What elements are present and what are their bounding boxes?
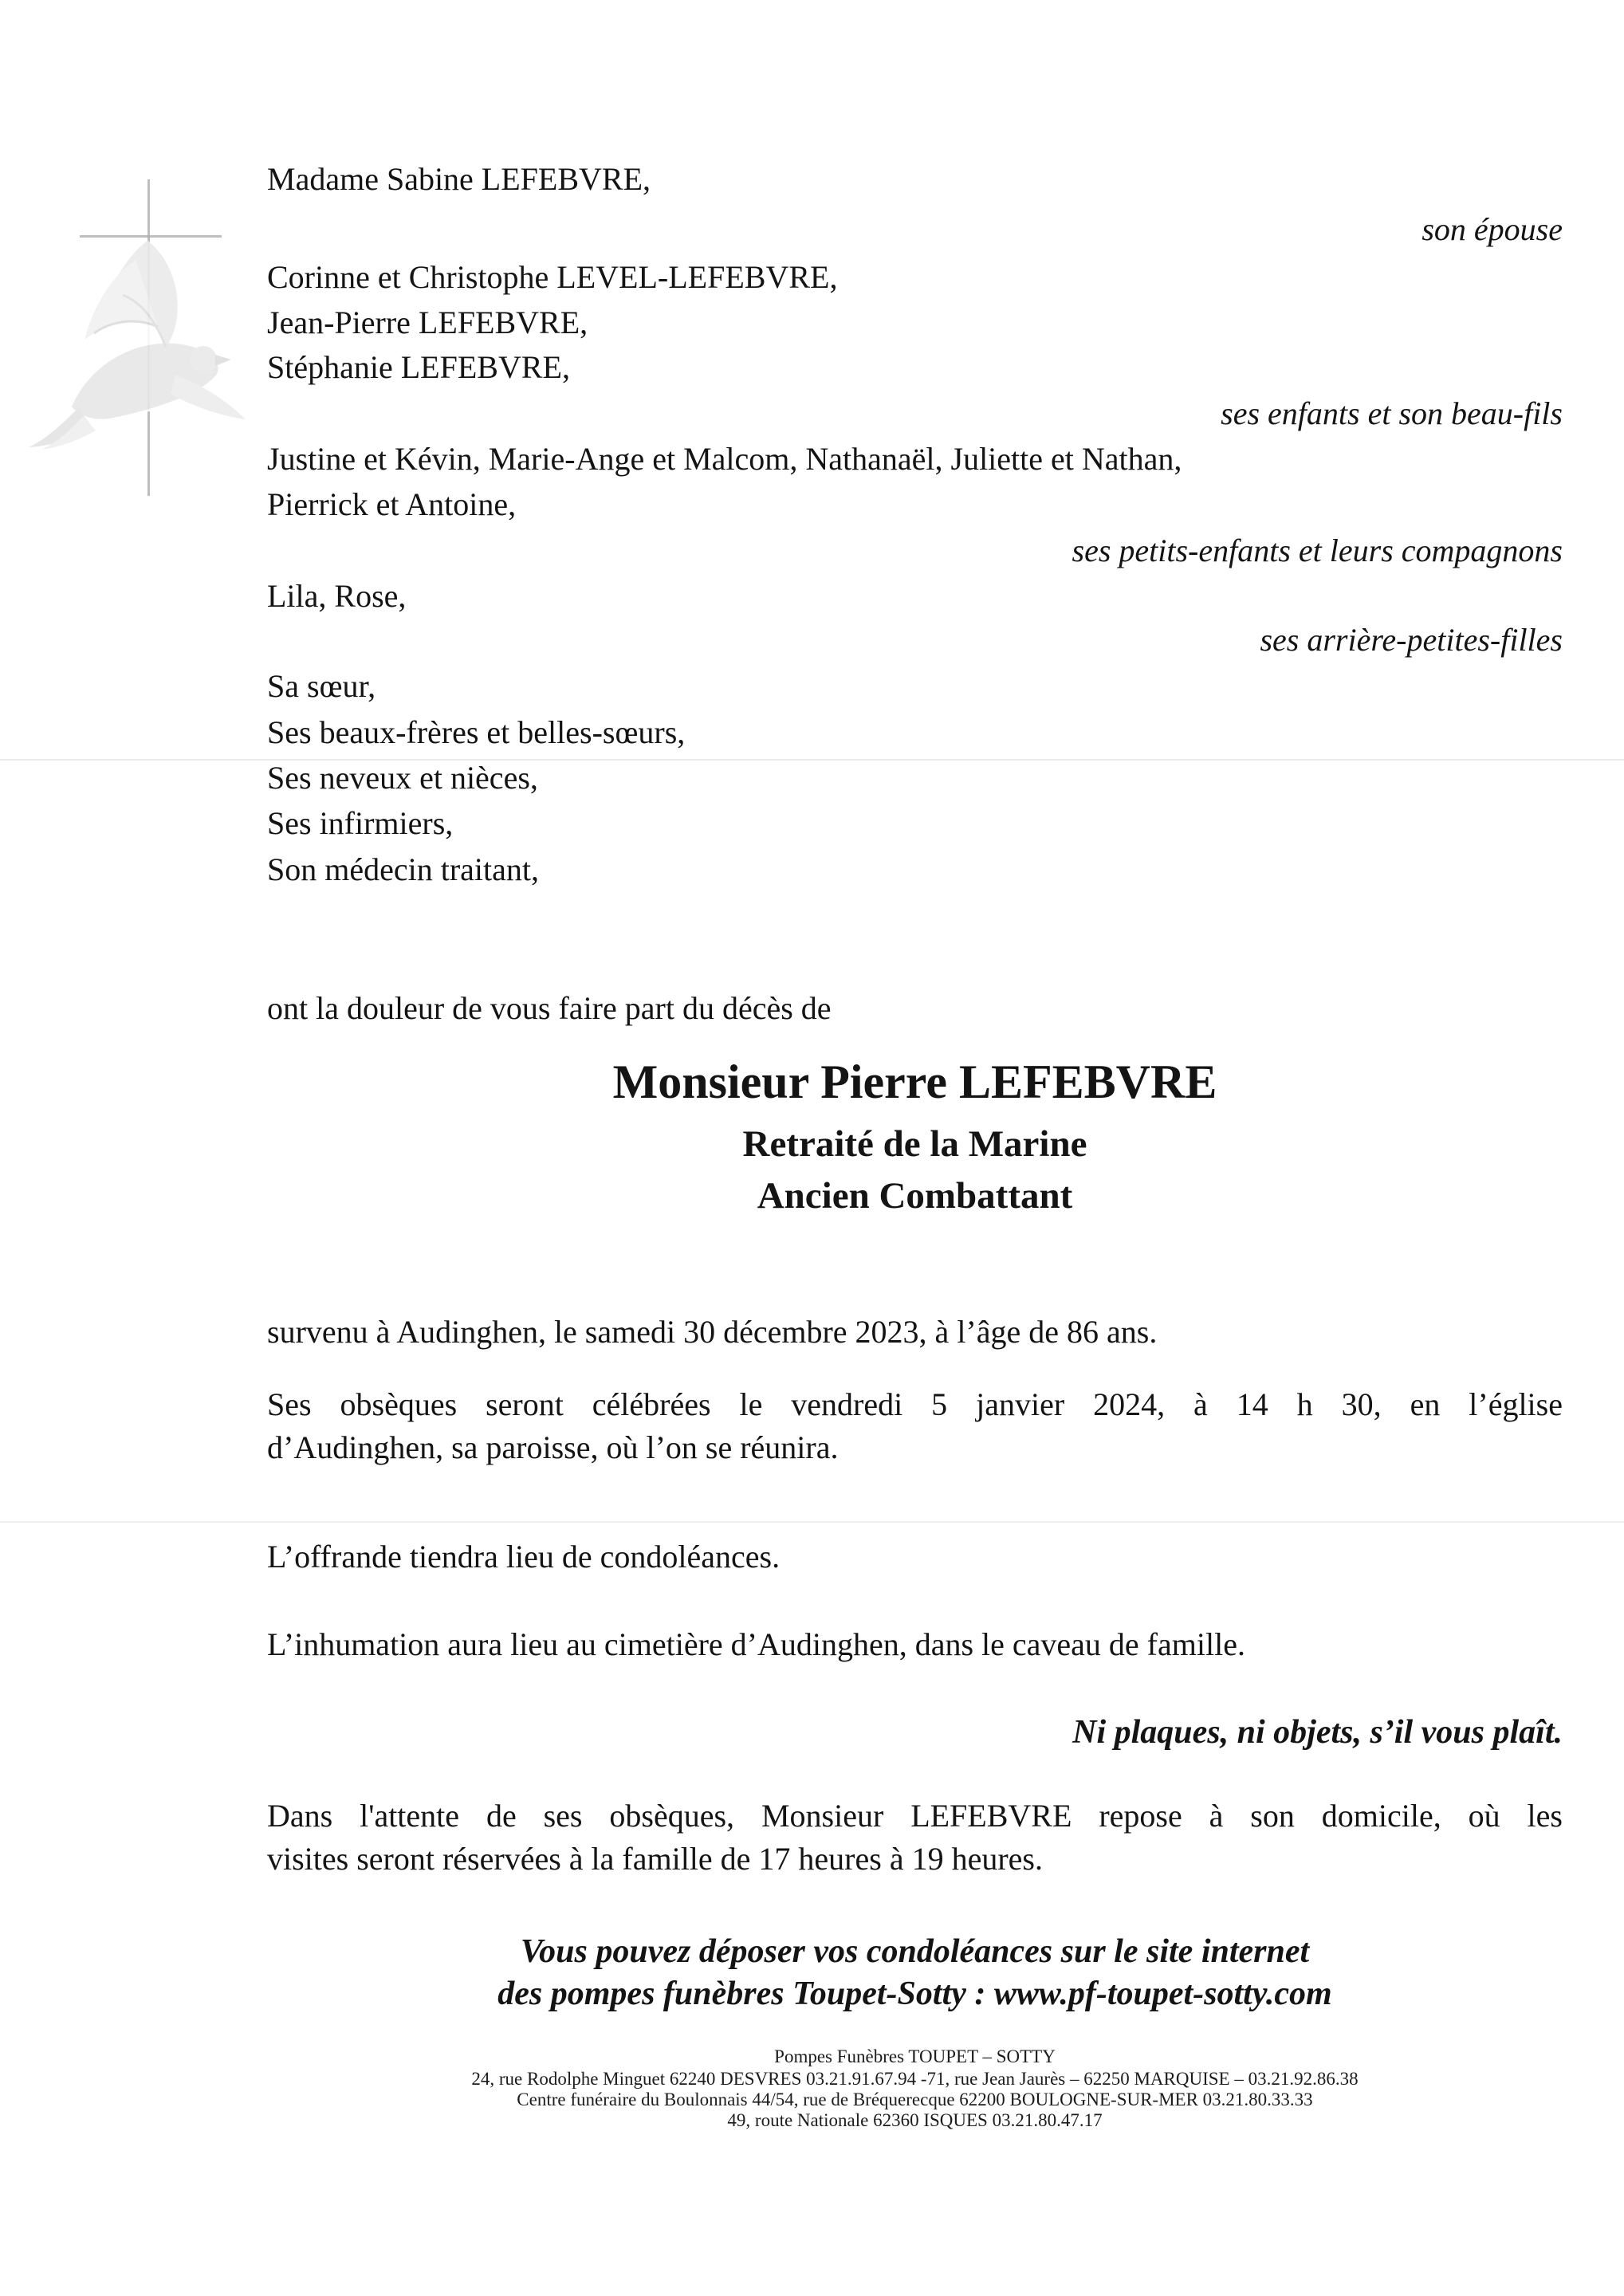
dove-icon (18, 238, 253, 465)
relative-line: Ses neveux et nièces, (267, 760, 538, 796)
lead-in-text: ont la douleur de vous faire part du décès de (267, 990, 832, 1026)
relative-line: Son médecin traitant, (267, 851, 540, 887)
great-granddaughters-relation-label: ses arrière-petites-filles (1260, 622, 1563, 658)
funeral-home-address: Centre funéraire du Boulonnais 44/54, rue de Bréquerecque 62200 BOULOGNE-SUR-MER 03.21.80.33.33 (517, 2090, 1313, 2109)
funeral-home-address: 24, rue Rodolphe Minguet 62240 DESVRES 03.21.91.67.94 -71, rue Jean Jaurès – 62250 MARQUISE – 03.21.92.86.38 (471, 2069, 1359, 2089)
relative-line: Ses infirmiers, (267, 805, 454, 841)
scan-artifact-line (0, 1521, 1624, 1523)
condolences-website-line: des pompes funèbres Toupet-Sotty : www.pf-toupet-sotty.com (497, 1976, 1332, 2012)
grandchildren-relation-label: ses petits-enfants et leurs compagnons (1072, 533, 1563, 568)
children-relation-label: ses enfants et son beau-fils (1221, 395, 1563, 431)
relative-line: Sa sœur, (267, 668, 376, 704)
funeral-home-name: Pompes Funèbres TOUPET – SOTTY (774, 2046, 1056, 2066)
no-plaques-request: Ni plaques, ni objets, s’il vous plaît. (1072, 1714, 1563, 1751)
relative-line: Ses beaux-frères et belles-sœurs, (267, 714, 686, 750)
child-name: Corinne et Christophe LEVEL-LEFEBVRE, (267, 259, 838, 295)
great-granddaughters-names: Lila, Rose, (267, 578, 407, 614)
funeral-home-address: 49, route Nationale 62360 ISQUES 03.21.80.47.17 (727, 2110, 1103, 2130)
spouse-relation-label: son épouse (1421, 211, 1563, 247)
grandchildren-names: Pierrick et Antoine, (267, 486, 517, 522)
funeral-details-line: Ses obsèques seront célébrées le vendredi 5 janvier 2024, à 14 h 30, en l’église (267, 1386, 1563, 1422)
grandchildren-names: Justine et Kévin, Marie-Ange et Malcom, Nathanaël, Juliette et Nathan, (267, 441, 1182, 477)
death-details: survenu à Audinghen, le samedi 30 décembre 2023, à l’âge de 86 ans. (267, 1314, 1158, 1350)
child-name: Stéphanie LEFEBVRE, (267, 349, 570, 385)
visitation-line: Dans l'attente de ses obsèques, Monsieur LEFEBVRE repose à son domicile, où les (267, 1798, 1563, 1834)
visitation-line: visites seront réservées à la famille de 17 heures à 19 heures. (267, 1841, 1043, 1877)
deceased-title: Ancien Combattant (757, 1175, 1073, 1217)
child-name: Jean-Pierre LEFEBVRE, (267, 305, 588, 340)
deceased-title: Retraité de la Marine (742, 1123, 1087, 1165)
condolences-website-line: Vous pouvez déposer vos condoléances sur le site internet (520, 1933, 1310, 1970)
spouse-name: Madame Sabine LEFEBVRE, (267, 161, 651, 197)
offering-text: L’offrande tiendra lieu de condoléances. (267, 1539, 781, 1575)
deceased-name: Monsieur Pierre LEFEBVRE (612, 1056, 1217, 1108)
burial-text: L’inhumation aura lieu au cimetière d’Audinghen, dans le caveau de famille. (267, 1626, 1245, 1662)
funeral-details-line: d’Audinghen, sa paroisse, où l’on se réunira. (267, 1429, 839, 1465)
